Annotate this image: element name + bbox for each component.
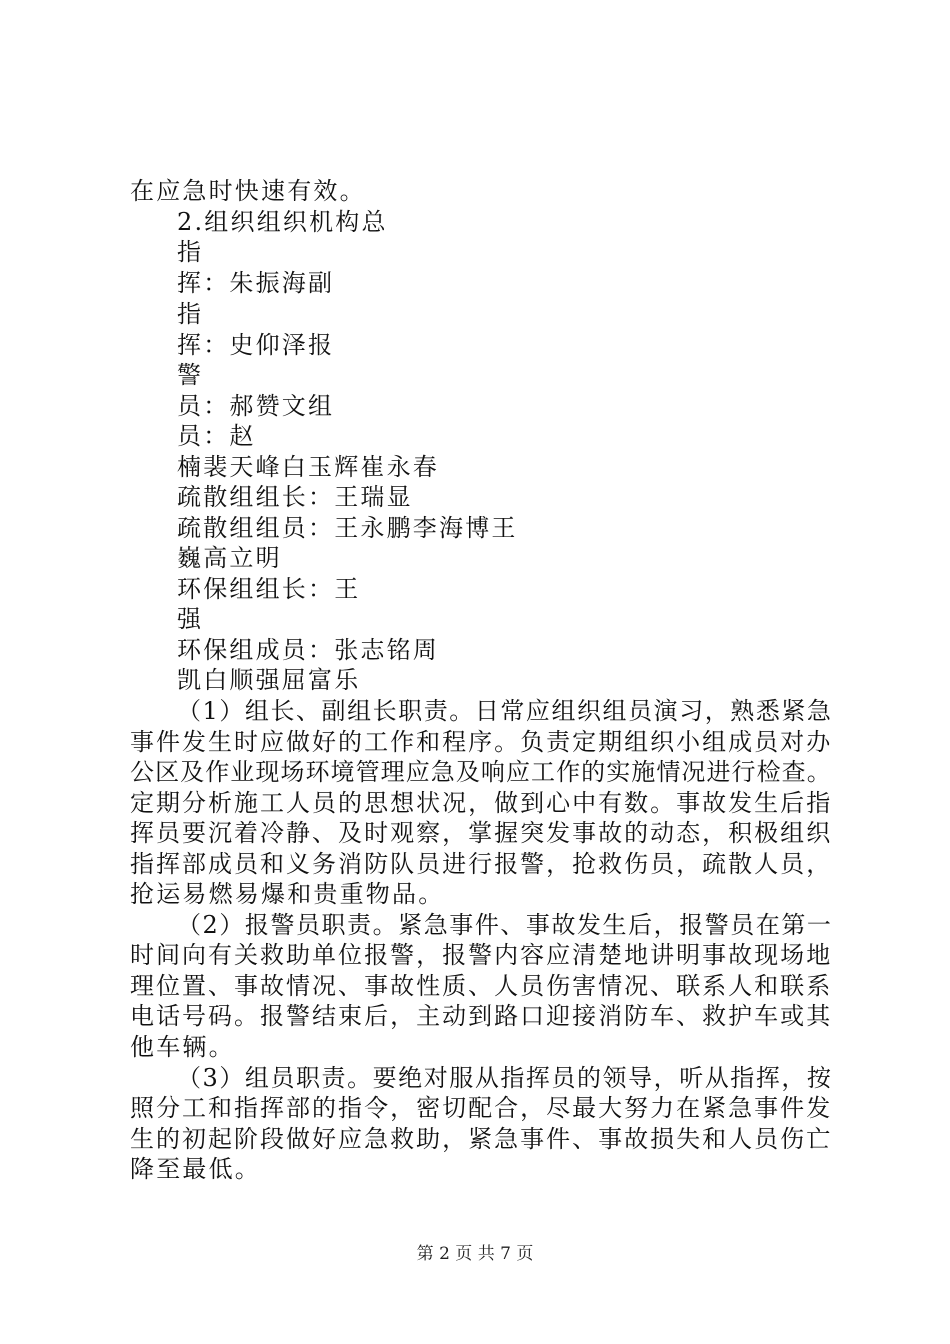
text-line: 凯白顺强屈富乐 [177, 666, 361, 694]
text-line: 挥：史仰泽报 [177, 331, 335, 359]
text-line: 时间向有关救助单位报警，报警内容应清楚地讲明事故现场地 [130, 941, 833, 969]
text-line: 巍高立明 [177, 544, 282, 572]
text-line: 环保组成员：张志铭周 [177, 636, 439, 664]
text-line: 他车辆。 [130, 1033, 235, 1061]
text-line: 疏散组组员：王永鹏李海博王 [177, 514, 518, 542]
text-line: 强 [177, 605, 204, 633]
text-line: 降至最低。 [130, 1155, 261, 1183]
text-line: 指挥部成员和义务消防队员进行报警，抢救伤员，疏散人员， [130, 850, 833, 878]
text-line: 照分工和指挥部的指令，密切配合，尽最大努力在紧急事件发 [130, 1094, 833, 1122]
text-line: 事件发生时应做好的工作和程序。负责定期组织小组成员对办 [130, 728, 833, 756]
text-line: 疏散组组长：王瑞显 [177, 483, 413, 511]
text-line: 抢运易燃易爆和贵重物品。 [130, 880, 445, 908]
text-line: 生的初起阶段做好应急救助，紧急事件、事故损失和人员伤亡 [130, 1125, 833, 1153]
text-line: （1）组长、副组长职责。日常应组织组员演习，熟悉紧急 [177, 697, 833, 725]
text-line: 电话号码。报警结束后，主动到路口迎接消防车、救护车或其 [130, 1002, 833, 1030]
text-line: 指 [177, 238, 204, 266]
text-line: 理位置、事故情况、事故性质、人员伤害情况、联系人和联系 [130, 972, 833, 1000]
text-line: 定期分析施工人员的思想状况，做到心中有数。事故发生后指 [130, 789, 833, 817]
text-line: 在应急时快速有效。 [130, 177, 366, 205]
text-line: 挥员要沉着冷静、及时观察，掌握突发事故的动态，积极组织 [130, 819, 833, 847]
text-line: 楠裴天峰白玉辉崔永春 [177, 453, 439, 481]
text-line: （3）组员职责。要绝对服从指挥员的领导，听从指挥，按 [177, 1064, 833, 1092]
text-line: 员：郝赞文组 [177, 392, 335, 420]
text-line: 警 [177, 361, 204, 389]
text-line: 环保组组长：王 [177, 575, 361, 603]
text-line: 公区及作业现场环境管理应急及响应工作的实施情况进行检查。 [130, 758, 832, 786]
page-footer: 第 2 页 共 7 页 [416, 1244, 534, 1264]
text-line: 挥：朱振海副 [177, 269, 335, 297]
text-line: 员：赵 [177, 422, 256, 450]
text-line: （2）报警员职责。紧急事件、事故发生后，报警员在第一 [177, 911, 833, 939]
text-line: 指 [177, 300, 204, 328]
text-line: 2.组织组织机构总 [177, 208, 388, 236]
